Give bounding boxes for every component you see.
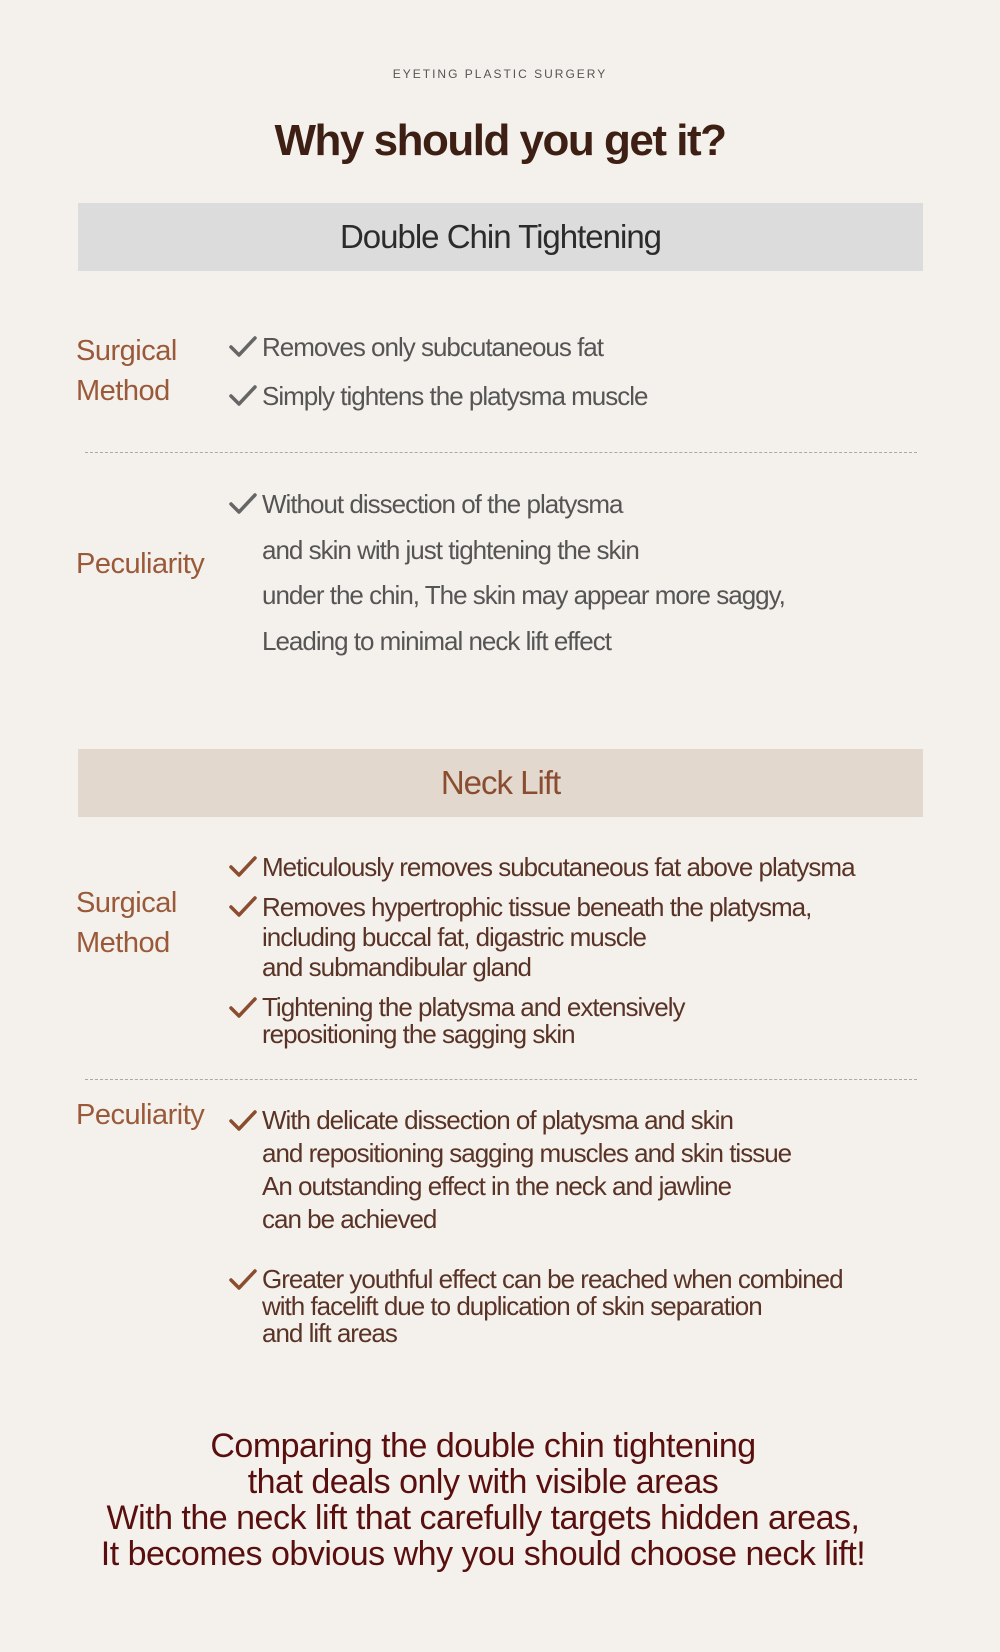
divider bbox=[85, 1079, 917, 1080]
list-item-text-line: and lift areas bbox=[262, 1318, 397, 1348]
list-item-text-line: Without dissection of the platysma bbox=[262, 489, 623, 519]
list-item bbox=[228, 1266, 843, 1347]
list-item-text-line: With delicate dissection of platysma and skin bbox=[262, 1105, 733, 1135]
neck-lift-method-label bbox=[76, 883, 177, 963]
list-item-text-line: including buccal fat, digastric muscle bbox=[262, 922, 646, 952]
check-icon bbox=[228, 335, 258, 359]
divider bbox=[85, 452, 917, 453]
list-item-text: Simply tightens the platysma muscle bbox=[262, 381, 648, 411]
list-item-text-line: and repositioning sagging muscles and skin tissue bbox=[262, 1138, 792, 1168]
list-item-text-line: with facelift due to duplication of skin separation bbox=[262, 1291, 762, 1321]
brand-name: EYETING PLASTIC SURGERY bbox=[392, 67, 608, 81]
list-item-text-line: under the chin, The skin may appear more saggy, bbox=[262, 580, 785, 610]
check-icon bbox=[228, 384, 258, 408]
closing-statement bbox=[0, 1428, 966, 1572]
list-item bbox=[228, 892, 811, 982]
closing-line: It becomes obvious why you should choose neck lift! bbox=[100, 1535, 866, 1573]
method-label-line: Method bbox=[76, 927, 170, 959]
list-item-text-line: can be achieved bbox=[262, 1204, 437, 1234]
section-heading-neck-lift: Neck Lift bbox=[78, 749, 923, 817]
list-item-text-line: Leading to minimal neck lift effect bbox=[262, 625, 611, 656]
list-item bbox=[228, 332, 603, 363]
list-item-text-line: Tightening the platysma and extensively bbox=[262, 992, 685, 1022]
list-item bbox=[228, 482, 785, 664]
list-item-text-line: Meticulously removes subcutaneous fat above platysma bbox=[262, 852, 855, 882]
method-label-line: Surgical bbox=[76, 335, 177, 367]
closing-line: With the neck lift that carefully targets hidden areas, bbox=[106, 1499, 860, 1537]
list-item-text-line: Removes hypertrophic tissue beneath the platysma, bbox=[262, 892, 812, 922]
method-label-line: Method bbox=[76, 375, 170, 407]
check-icon bbox=[228, 492, 258, 516]
check-icon bbox=[228, 1109, 258, 1133]
closing-line: Comparing the double chin tightening bbox=[210, 1427, 756, 1465]
method-label-line: Surgical bbox=[76, 887, 177, 919]
neck-lift-peculiarity-label: Peculiarity bbox=[76, 1099, 205, 1131]
double-chin-peculiarity-label: Peculiarity bbox=[76, 548, 205, 580]
check-icon bbox=[228, 895, 258, 919]
list-item-text-line: repositioning the sagging skin bbox=[262, 1019, 575, 1049]
page-title: Why should you get it? bbox=[274, 116, 726, 165]
list-item-text: Removes only subcutaneous fat bbox=[262, 332, 603, 362]
list-item bbox=[228, 381, 648, 412]
list-item-text-line: and submandibular gland bbox=[262, 952, 531, 982]
closing-line: that deals only with visible areas bbox=[247, 1463, 719, 1501]
check-icon bbox=[228, 1268, 258, 1292]
list-item-text-line: Greater youthful effect can be reached when combined bbox=[262, 1264, 843, 1294]
list-item-text-line: An outstanding effect in the neck and jawline bbox=[262, 1171, 732, 1201]
list-item bbox=[228, 994, 685, 1048]
double-chin-method-label bbox=[76, 331, 177, 411]
section-heading-double-chin: Double Chin Tightening bbox=[78, 203, 923, 271]
list-item bbox=[228, 852, 855, 882]
check-icon bbox=[228, 996, 258, 1020]
list-item bbox=[228, 1104, 791, 1236]
check-icon bbox=[228, 855, 258, 879]
list-item-text-line: and skin with just tightening the skin bbox=[262, 534, 639, 565]
